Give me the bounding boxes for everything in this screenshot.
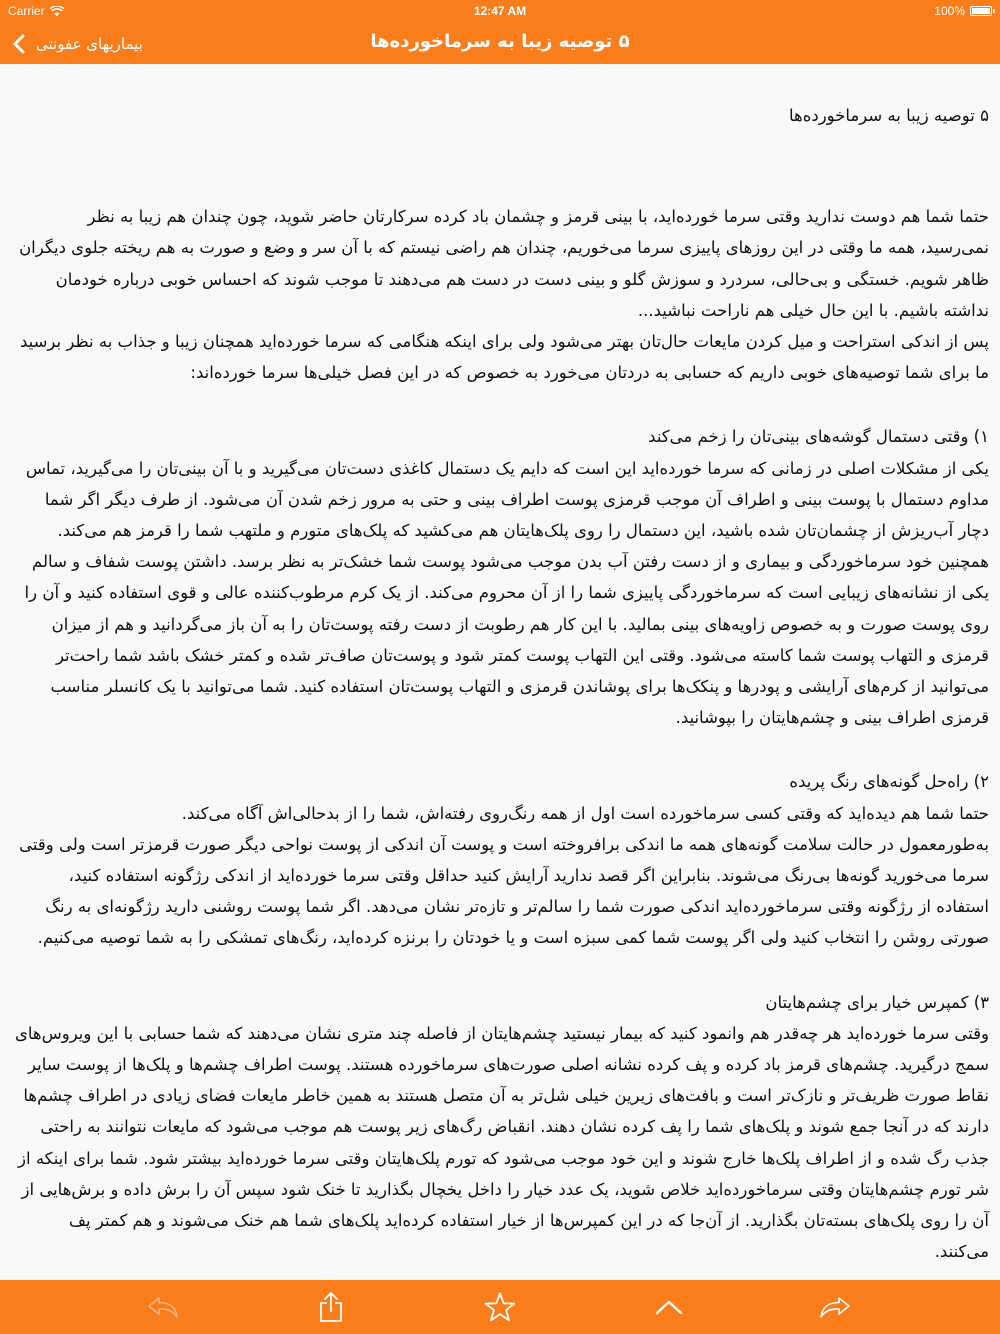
article-intro: حتما شما هم دوست ندارید وقتی سرما خورده‌اید، با بینی قرمز و چشمان باد کرده سرکارتان حاضر شوید، چون چندان هم زیبا به نظر نمی‌رسید، همه ما وقتی در این روزهای پاییزی سرما می‌خوریم، چندان هم راضی نیستم که با آن سر و وضع و صورت به هم ریخته جلوی دیگران ظاهر شویم. خستگی و بی‌حالی، سردرد و سوزش گلو و بینی دست در دست هم می‌دهند تا موجب شوند که احساس خوبی درباره خودمان نداشته باشیم. با این حال خیلی هم ناراحت نباشید... پس از اندکی استراحت و میل کردن مایعات حال‌تان بهتر می‌شود ولی برای اینکه هنگامی که سرما خورده‌اید همچنان زیبا و جذاب به نظر برسید ما برای شما توصیه‌های خوبی داریم که حسابی به دردتان می‌خورد به خصوص که در این فصل خیلی‌ها سرما خورده‌اند: (19, 207, 989, 383)
battery-group (934, 4, 992, 18)
reply-arrow-icon (146, 1294, 180, 1320)
status-bar (0, 0, 1000, 22)
chevron-up-icon (654, 1298, 684, 1316)
navigation-bar (0, 22, 1000, 64)
article-scroll-view[interactable] (0, 64, 1000, 1280)
share-button[interactable] (314, 1292, 348, 1322)
bottom-toolbar (0, 1280, 1000, 1334)
page-title: ۵ توصیه زیبا به سرماخورده‌ها (370, 31, 630, 52)
previous-button[interactable] (146, 1292, 180, 1322)
next-button[interactable] (818, 1292, 852, 1322)
battery-icon (970, 6, 992, 16)
favorite-button[interactable] (483, 1292, 517, 1322)
status-time: 12:47 AM (473, 4, 527, 18)
section-body: حتما شما هم دیده‌اید که وقتی کسی سرماخورده است اول از همه رنگ‌روی رفته‌اش، شما را از بدحالی‌اش آگاه می‌کند. به‌طورمعمول در حالت سلامت گونه‌های همه ما اندکی برافروخته است و پوست آن اندکی از پوست نواحی دیگر صورت قرمزتر است ولی وقتی سرما می‌خورید گونه‌ها بی‌رنگ می‌شوند. بنابراین اگر قصد ندارید آرایش کنید حداقل وقتی سرما خورده‌اید از اندکی رژگونه استفاده کنید، استفاده از رژگونه وقتی سرماخورده‌اید اندکی صورت شما را سالم‌تر و تازه‌تر نشان می‌دهد. اگر شما پوست روشنی دارید رژگونه‌ای به رنگ صورتی روشن را انتخاب کنید ولی اگر پوست شما کمی سبزه است و یا خودتان را برنزه کرده‌اید، رنگ‌های تمشکی را به شما توصیه می‌کنیم. (19, 803, 989, 948)
article (0, 64, 1000, 1268)
article-heading: ۵ توصیه زیبا به سرماخورده‌ها (788, 106, 989, 125)
section-title: ۳) کمپرس خیار برای چشم‌هایتان (765, 992, 989, 1012)
scroll-top-button[interactable] (652, 1292, 686, 1322)
share-icon (317, 1291, 345, 1323)
section-title: ۱) وقتی دستمال گوشه‌های بینی‌تان را زخم می‌کند (648, 427, 989, 447)
back-button-label: بیماریهای عفونتی (36, 35, 143, 53)
section-title: ۲) راه‌حل گونه‌های رنگ پریده (789, 772, 989, 792)
forward-arrow-icon (818, 1294, 852, 1320)
section-body: یکی از مشکلات اصلی در زمانی که سرما خورده‌اید این است که دایم یک دستمال کاغذی دست‌تان می‌گیرید و با آن بینی‌تان را می‌گیرید، تماس مداوم دستمال با پوست بینی و اطراف آن موجب قرمزی پوست اطراف بینی و حتی به مرور زخم شدن آن می‌شود. از طرف دیگر اگر شما دچار آب‌ریزش از چشمان‌تان شده باشید، این دستمال را روی پلک‌هایتان هم می‌کشید که پلک‌های متورم و ملتهب شما را قرمز هم می‌کند. همچنین خود سرماخوردگی و بیماری و از دست رفتن آب بدن موجب می‌شود پوست شما خشک‌تر به نظر برسد. داشتن پوست شفاف و سالم یکی از نشانه‌های زیبایی است که سرماخوردگی پاییزی شما را از آن محروم می‌کند. از یک کرم مرطوب‌کننده عالی و قوی استفاده کنید و آن را روی پوست صورت و به خصوص زاویه‌های بینی بمالید. با این کار هم رطوبت از دست رفته پوست‌تان را به آن باز می‌گردانید و هم از میزان قرمزی و التهاب پوست شما کاسته می‌شود. وقتی این التهاب پوست کمتر شود و پوست‌تان صاف‌تر شده و کمتر خشک باشد شما راحت‌تر می‌توانید از کرم‌های آرایشی و پودرها و پنکک‌ها برای پوشاندن قرمزی و التهاب پوست‌تان استفاده کنید. شما می‌توانید با یک کانسلر مناسب قرمزی اطراف بینی و چشم‌هایتان را بپوشانید. (24, 458, 989, 728)
star-icon (484, 1292, 516, 1322)
carrier-label: Carrier (8, 4, 45, 18)
section-body: وقتی سرما خورده‌اید هر چه‌قدر هم وانمود کنید که بیمار نیستید چشم‌هایتان از فاصله چند متری نشان می‌دهند که شما حسابی با این ویروس‌های سمج درگیرید. چشم‌های قرمز باد کرده و پف کرده نشانه اصلی صورت‌های سرماخورده هستند. پوست اطراف چشم‌ها و پلک‌ها از پوست سایر نقاط صورت ظریف‌تر و نازک‌تر است و بافت‌های زیرین خیلی شل‌تر به آن متصل هستند به همین خاطر مایعات فضای زیادی در اطراف چشم‌ها دارند که در آنجا جمع شوند و پلک‌های شما را پف کرده نشان دهند. انقباض رگ‌های زیر پوست هم موجب می‌شود که مایعات نتوانند به راحتی جذب رگ شده و از اطراف پلک‌ها خارج شوند و این خود موجب می‌شود که تورم پلک‌هایتان وقتی سرما خورده‌اید بیشتر شود. شما برای اینکه از شر تورم چشم‌هایتان وقتی سرماخورده‌اید خلاص شوید، یک عدد خیار را داخل یخچال بگذارید تا خنک شود سپس آن را برش داده و برش‌هایی از آن را روی پلک‌های بسته‌تان بگذارید. از آن‌جا که در این کمپرس‌ها از خیار استفاده کرده‌اید پلک‌های شما هم خنک می‌شوند و هم کمتر پف می‌کنند. (14, 1023, 989, 1262)
battery-percent: 100% (934, 4, 965, 18)
